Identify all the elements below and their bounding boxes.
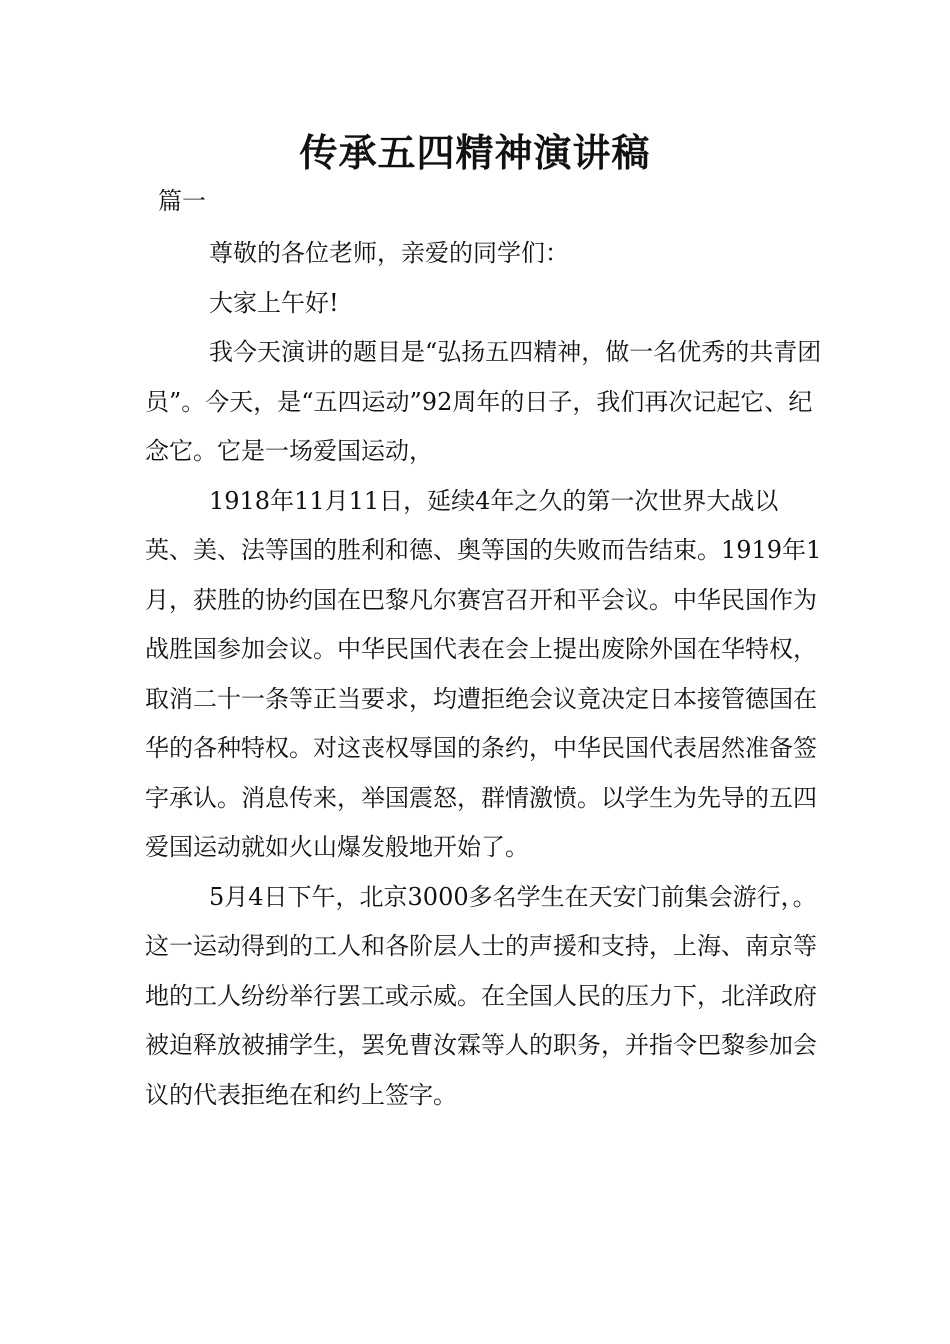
document-body <box>145 229 825 1120</box>
document-title: 传承五四精神演讲稿 <box>299 130 651 175</box>
paragraph-topic: 我今天演讲的题目是“弘扬五四精神，做一名优秀的共青团员”。今天，是“五四运动”92周年的日子，我们再次记起它、纪念它。它是一场爱国运动， <box>145 338 822 465</box>
section-label: 篇一 <box>158 187 206 215</box>
paragraph-history: 1918年11月11日，延续4年之久的第一次世界大战以英、美、法等国的胜利和德、奥等国的失败而告结束。1919年1月，获胜的协约国在巴黎凡尔赛宫召开和平会议。中华民国作为战胜国参加会议。中华民国代表在会上提出废除外国在华特权，取消二十一条等正当要求，均遭拒绝会议竟决定日本接管德国在华的各种特权。对这丧权辱国的条约，中华民国代表居然准备签字承认。消息传来，举国震怒，群情激愤。以学生为先导的五四爱国运动就如火山爆发般地开始了。 <box>145 486 822 861</box>
paragraph-may-fourth: 5月4日下午，北京3000多名学生在天安门前集会游行，。这一运动得到的工人和各阶层人士的声援和支持，上海、南京等地的工人纷纷举行罢工或示威。在全国人民的压力下，北洋政府被迫释放被捕学生，罢免曹汝霖等人的职务，并指令巴黎参加会议的代表拒绝在和约上签字。 <box>145 882 817 1109</box>
paragraph-salutation: 尊敬的各位老师，亲爱的同学们： <box>209 239 569 267</box>
paragraph-greeting: 大家上午好! <box>209 288 339 317</box>
